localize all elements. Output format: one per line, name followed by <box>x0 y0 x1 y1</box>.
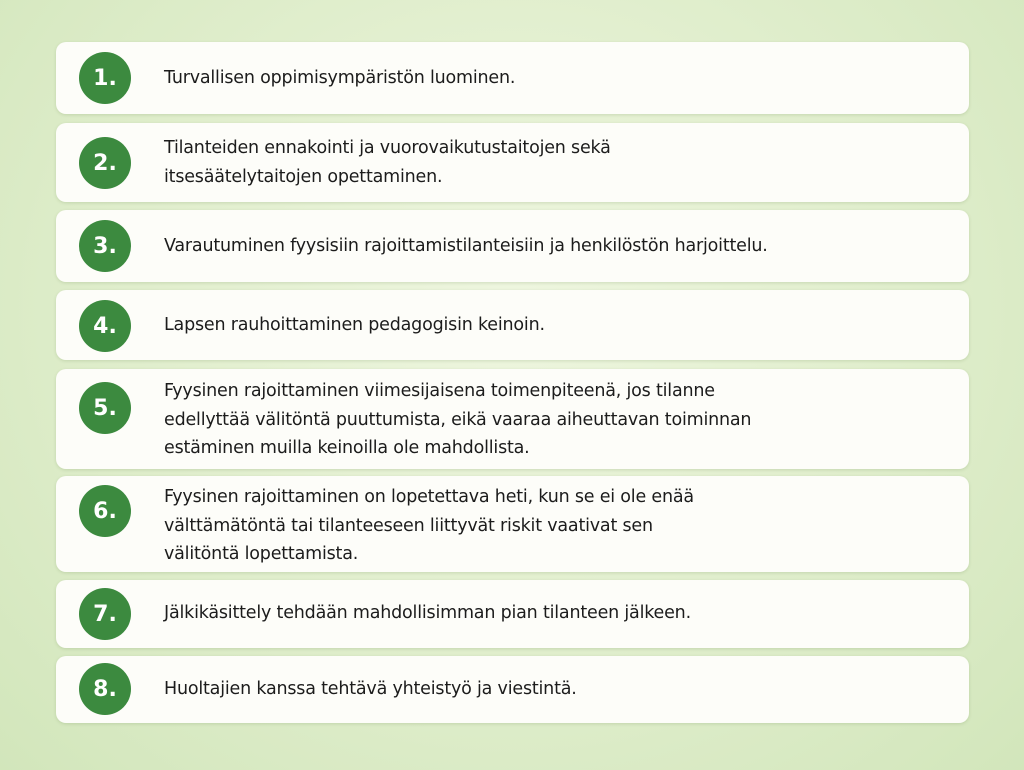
step-number-badge: 3. <box>79 220 131 272</box>
step-text: Lapsen rauhoittaminen pedagogisin keinoin. <box>164 315 545 335</box>
list-item <box>56 369 969 469</box>
list-item <box>56 580 969 648</box>
list-item <box>56 476 969 572</box>
step-number-badge: 4. <box>79 300 131 352</box>
step-number-badge: 8. <box>79 663 131 715</box>
step-text: Fyysinen rajoittaminen viimesijaisena toimenpiteenä, jos tilanne edellyttää välitöntä puuttumista, eikä vaaraa aiheuttavan toiminnan estäminen muilla keinoilla ole mahdollista. <box>164 381 752 458</box>
step-number-badge: 1. <box>79 52 131 104</box>
list-item <box>56 656 969 723</box>
step-text: Huoltajien kanssa tehtävä yhteistyö ja viestintä. <box>164 679 577 699</box>
step-text: Tilanteiden ennakointi ja vuorovaikutustaitojen sekä itsesäätelytaitojen opettaminen. <box>164 138 611 187</box>
step-number-badge: 2. <box>79 137 131 189</box>
step-number-badge: 6. <box>79 485 131 537</box>
step-text: Fyysinen rajoittaminen on lopetettava heti, kun se ei ole enää välttämätöntä tai tilanteeseen liittyvät riskit vaativat sen välitöntä lopettamista. <box>164 487 694 564</box>
step-text: Varautuminen fyysisiin rajoittamistilanteisiin ja henkilöstön harjoittelu. <box>164 236 768 256</box>
step-number-badge: 7. <box>79 588 131 640</box>
step-text: Jälkikäsittely tehdään mahdollisimman pian tilanteen jälkeen. <box>164 603 691 623</box>
list-item <box>56 210 969 282</box>
list-item <box>56 42 969 114</box>
list-item <box>56 123 969 202</box>
list-item <box>56 290 969 360</box>
step-text: Turvallisen oppimisympäristön luominen. <box>164 68 516 88</box>
step-number-badge: 5. <box>79 382 131 434</box>
